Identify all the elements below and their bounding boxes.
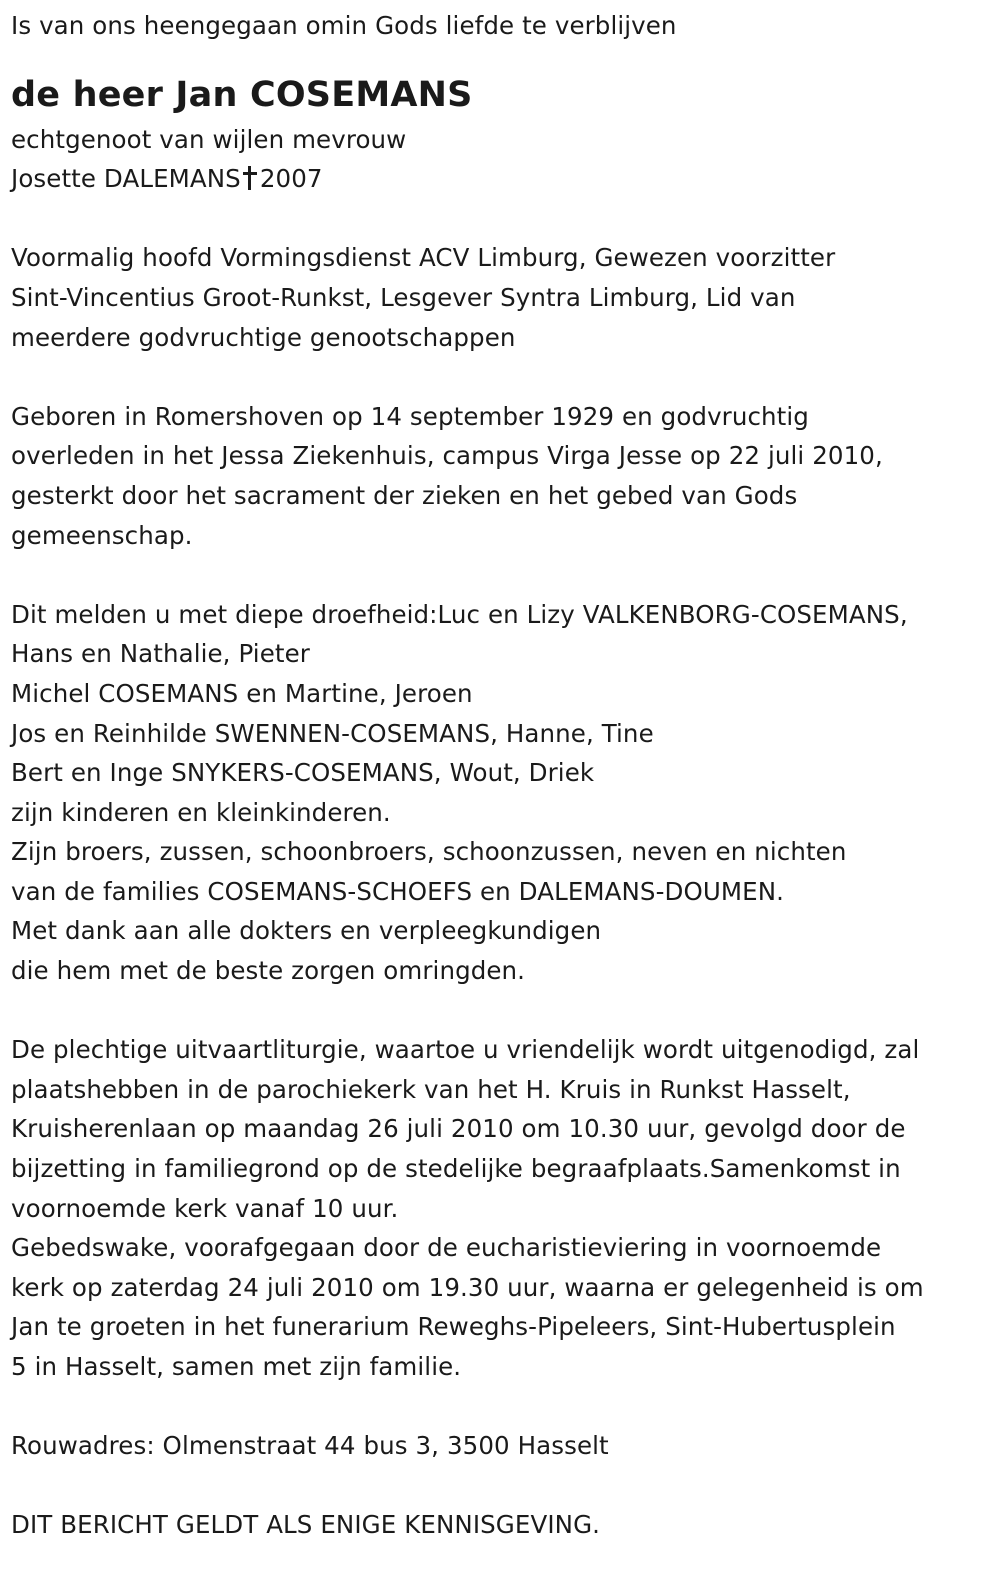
- ceremony-line: kerk op zaterdag 24 juli 2010 om 19.30 uur, waarna er gelegenheid is om: [11, 1272, 924, 1302]
- roles-paragraph: [11, 238, 996, 357]
- ceremony-line: plaatshebben in de parochiekerk van het H. Kruis in Runkst Hasselt,: [11, 1074, 851, 1104]
- family-line: Met dank aan alle dokters en verpleegkundigen: [11, 916, 602, 946]
- ceremony-line: Gebedswake, voorafgegaan door de eucharistieviering in voornoemde: [11, 1233, 882, 1263]
- spacer: [11, 199, 996, 239]
- family-line: van de families COSEMANS-SCHOEFS en DALEMANS-DOUMEN.: [11, 876, 785, 906]
- ceremony-line: Kruisherenlaan op maandag 26 juli 2010 om 10.30 uur, gevolgd door de: [11, 1114, 906, 1144]
- spacer: [11, 1466, 996, 1506]
- ceremony-line: Jan te groeten in het funerarium Reweghs-Pipeleers, Sint-Hubertusplein: [11, 1312, 896, 1342]
- family-line: zijn kinderen en kleinkinderen.: [11, 797, 391, 827]
- spacer: [11, 1387, 996, 1427]
- birth-death-line: overleden in het Jessa Ziekenhuis, campus Virga Jesse op 22 juli 2010,: [11, 441, 883, 471]
- birth-death-line: Geboren in Romershoven op 14 september 1929 en godvruchtig: [11, 401, 809, 431]
- birth-death-line: gemeenschap.: [11, 520, 193, 550]
- ceremony-line: voornoemde kerk vanaf 10 uur.: [11, 1193, 399, 1223]
- mourning-address: Rouwadres: Olmenstraat 44 bus 3, 3500 Hasselt: [11, 1431, 609, 1461]
- family-line: Michel COSEMANS en Martine, Jeroen: [11, 678, 473, 708]
- ceremony-line: 5 in Hasselt, samen met zijn familie.: [11, 1352, 462, 1381]
- spouse-line: echtgenoot van wijlen mevrouw: [11, 124, 407, 154]
- family-line: die hem met de beste zorgen omringden.: [11, 956, 526, 986]
- notice-statement: DIT BERICHT GELDT ALS ENIGE KENNISGEVING.: [11, 1510, 601, 1540]
- family-line: Hans en Nathalie, Pieter: [11, 639, 310, 669]
- spouse-name-line: [11, 159, 996, 199]
- roles-line: Sint-Vincentius Groot-Runkst, Lesgever Syntra Limburg, Lid van: [11, 282, 796, 312]
- family-paragraph: [11, 595, 996, 991]
- spouse-death-year: 2007: [259, 164, 323, 194]
- birth-death-line: gesterkt door het sacrament der zieken en het gebed van Gods: [11, 480, 798, 510]
- family-line: Jos en Reinhilde SWENNEN-COSEMANS, Hanne, Tine: [11, 718, 654, 748]
- deceased-name: de heer Jan COSEMANS: [11, 74, 473, 115]
- family-line: Bert en Inge SNYKERS-COSEMANS, Wout, Driek: [11, 758, 595, 788]
- roles-line: Voormalig hoofd Vormingsdienst ACV Limburg, Gewezen voorzitter: [11, 243, 836, 273]
- birth-death-paragraph: [11, 397, 996, 555]
- ceremony-line: bijzetting in familiegrond op de stedelijke begraafplaats.Samenkomst in: [11, 1154, 901, 1184]
- spacer: [11, 555, 996, 595]
- family-line: Dit melden u met diepe droefheid:Luc en Lizy VALKENBORG-COSEMANS,: [11, 599, 908, 629]
- spouse-name: Josette DALEMANS: [11, 164, 241, 194]
- family-line: Zijn broers, zussen, schoonbroers, schoonzussen, neven en nichten: [11, 837, 847, 867]
- roles-line: meerdere godvruchtige genootschappen: [11, 322, 516, 352]
- obituary-notice: [11, 0, 996, 1545]
- intro-line: Is van ons heengegaan omin Gods liefde te verblijven: [11, 11, 677, 40]
- ceremony-line: De plechtige uitvaartliturgie, waartoe u vriendelijk wordt uitgenodigd, zal: [11, 1035, 920, 1065]
- cross-icon: [243, 166, 257, 190]
- ceremony-paragraph: [11, 1030, 996, 1386]
- spacer: [11, 991, 996, 1031]
- spacer: [11, 357, 996, 397]
